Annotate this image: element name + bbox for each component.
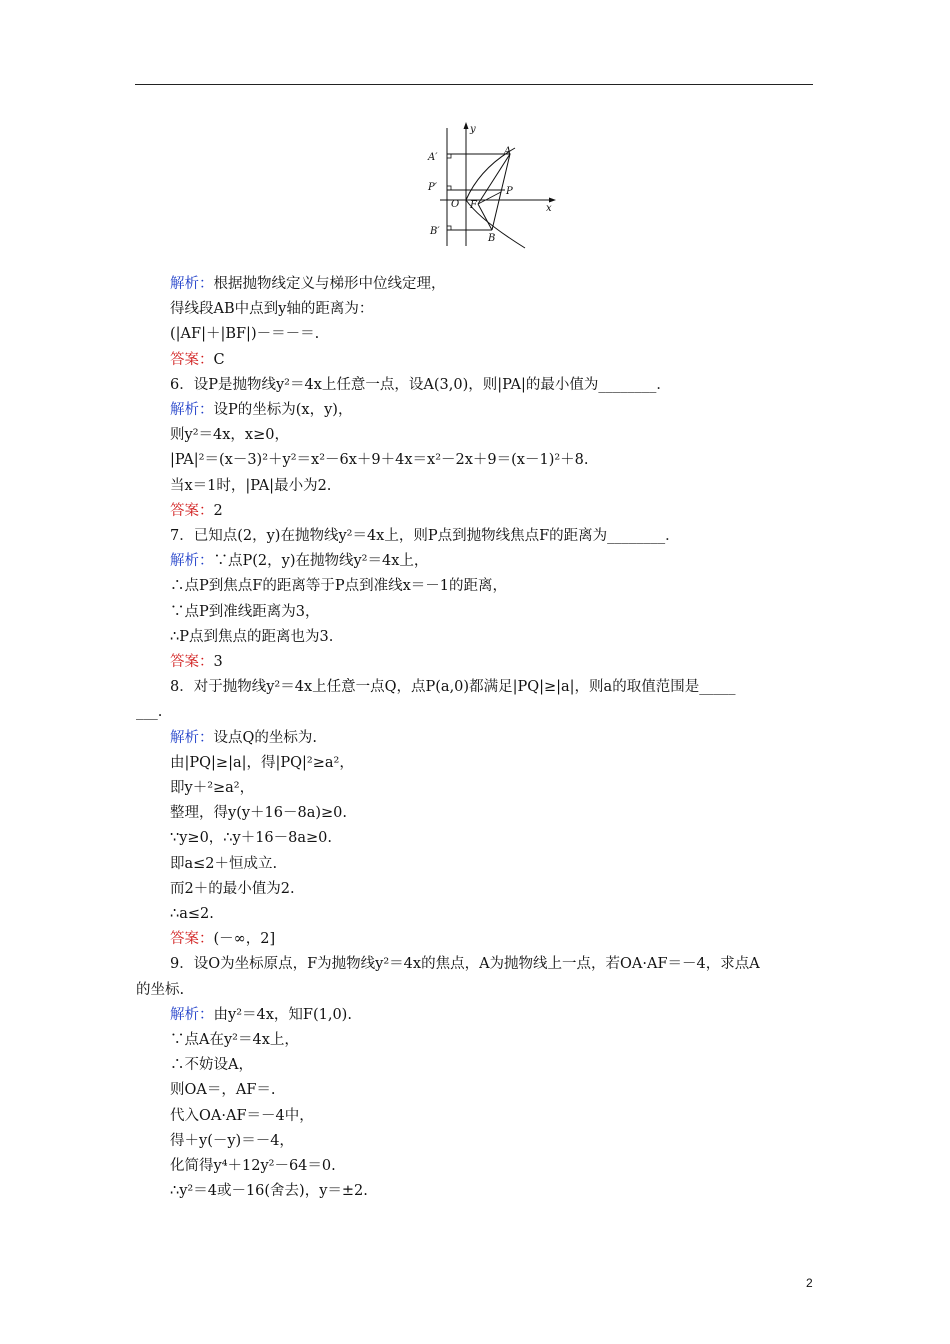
line-text: ∴点P到焦点F的距离等于P点到准线x＝－1的距离， xyxy=(170,578,507,595)
text-line xyxy=(170,929,275,949)
right-angle-a xyxy=(447,154,451,158)
text-line xyxy=(170,1055,253,1075)
label-o: O xyxy=(451,199,460,210)
text-line xyxy=(170,602,319,622)
line-text: 代入OA·AF＝－4中， xyxy=(170,1107,314,1124)
line-text: ∴a≤2. xyxy=(170,906,214,922)
line-text: 当x＝1时，|PA|最小为2. xyxy=(170,477,332,494)
text-line xyxy=(170,1005,352,1025)
text-line xyxy=(170,274,446,294)
line-text: 6．设P是抛物线y²＝4x上任意一点，设A(3,0)，则|PA|的最小值为________． xyxy=(170,376,671,393)
answer-label: 答案： xyxy=(170,931,214,948)
line-text: 设点Q的坐标为. xyxy=(213,729,317,746)
parabola-figure xyxy=(420,118,560,250)
answer-label: 答案： xyxy=(170,351,214,368)
line-text: (－∞，2] xyxy=(213,931,276,948)
line-text: ∴P点到焦点的距离也为3. xyxy=(170,628,334,645)
line-text: 即y＋²≥a²， xyxy=(170,780,255,796)
text-line xyxy=(170,1181,368,1201)
line-text: ∴不妨设A， xyxy=(170,1057,253,1074)
text-line xyxy=(170,879,295,899)
text-line xyxy=(170,627,333,647)
line-text: 3 xyxy=(213,654,223,670)
analysis-label: 解析： xyxy=(170,1006,214,1023)
text-line xyxy=(170,1030,299,1050)
line-text: 得＋y(－y)＝－4， xyxy=(170,1132,294,1149)
parabola-curve xyxy=(466,148,525,248)
text-line xyxy=(170,476,331,496)
line-text: 即a≤2＋恒成立. xyxy=(170,855,278,872)
text-line xyxy=(170,551,428,571)
answer-label: 答案： xyxy=(170,654,214,670)
text-line xyxy=(170,1131,294,1151)
text-line xyxy=(170,576,507,596)
text-line xyxy=(170,375,671,395)
segment-fb xyxy=(478,204,492,230)
line-text: |PA|²＝(x－3)²＋y²＝x²－6x＋9＋4x＝x²－2x＋9＝(x－1)²＋8. xyxy=(170,452,589,469)
x-axis-arrow xyxy=(549,198,556,203)
line-text: (|AF|＋|BF|)－＝－＝. xyxy=(170,326,320,343)
line-text: 由y²＝4x，知F(1,0). xyxy=(213,1006,352,1023)
text-line xyxy=(170,299,373,319)
label-f: F xyxy=(470,200,477,211)
text-line xyxy=(170,778,254,798)
line-text: ∵点P到准线距离为3， xyxy=(170,603,320,620)
line-text: C xyxy=(213,351,225,368)
analysis-label: 解析： xyxy=(170,553,214,570)
text-line xyxy=(170,652,223,672)
line-text: ___. xyxy=(136,704,163,721)
line-text: 得线段AB中点到y轴的距离为： xyxy=(170,301,374,318)
label-p-prime: P′ xyxy=(428,182,437,193)
text-line xyxy=(136,702,162,722)
analysis-label: 解析： xyxy=(170,729,214,746)
header-rule xyxy=(135,84,813,85)
text-line xyxy=(170,904,214,924)
label-x: x xyxy=(546,203,552,214)
right-angle-b xyxy=(447,226,451,230)
line-text: ∵点A在y²＝4x上， xyxy=(170,1032,299,1048)
line-text: 整理，得y(y＋16－8a)≥0. xyxy=(170,805,348,822)
label-a-prime: A′ xyxy=(428,152,438,163)
line-text: 化简得y⁴＋12y²－64＝0. xyxy=(170,1158,336,1174)
y-axis-arrow xyxy=(464,122,469,129)
text-line xyxy=(170,1156,336,1176)
label-p: P xyxy=(506,186,513,197)
text-line xyxy=(170,450,589,470)
text-line xyxy=(170,350,225,370)
label-y: y xyxy=(470,124,476,135)
line-text: ∵y≥0，∴y＋16－8a≥0. xyxy=(170,830,333,847)
line-text: 而2＋的最小值为2. xyxy=(170,880,295,897)
text-line xyxy=(170,324,319,344)
text-line xyxy=(170,400,352,420)
text-line xyxy=(170,501,223,521)
label-b: B xyxy=(488,233,496,244)
line-text: 7．已知点(2，y)在抛物线y²＝4x上，则P点到抛物线焦点F的距离为________． xyxy=(170,528,680,544)
page-number: 2 xyxy=(806,1276,813,1290)
line-text: 则OA＝，AF＝. xyxy=(170,1082,276,1099)
text-line xyxy=(170,828,332,848)
line-text: 则y²＝4x，x≥0， xyxy=(170,427,289,444)
line-text: 8．对于抛物线y²＝4x上任意一点Q，点P(a,0)都满足|PQ|≥|a|，则a的取值范围是_____ xyxy=(170,679,736,696)
line-text: ∵点P(2，y)在抛物线y²＝4x上， xyxy=(213,553,429,570)
answer-label: 答案： xyxy=(170,502,214,519)
line-text: 9．设O为坐标原点，F为抛物线y²＝4x的焦点，A为抛物线上一点，若OA·AF＝－4，求点A xyxy=(170,956,760,973)
label-a: A xyxy=(504,146,512,157)
right-angle-p xyxy=(447,186,451,190)
text-line xyxy=(136,980,184,1000)
text-line xyxy=(170,854,277,874)
text-line xyxy=(170,526,680,546)
analysis-label: 解析： xyxy=(170,276,214,292)
line-text: 由|PQ|≥|a|，得|PQ|²≥a²， xyxy=(170,754,354,771)
label-b-prime: B′ xyxy=(430,226,440,237)
text-line xyxy=(170,677,735,697)
analysis-label: 解析： xyxy=(170,402,214,418)
text-line xyxy=(170,1080,276,1100)
text-line xyxy=(170,954,760,974)
line-text: 设P的坐标为(x，y)， xyxy=(213,402,353,418)
line-text: 根据抛物线定义与梯形中位线定理， xyxy=(213,276,446,292)
text-line xyxy=(170,753,354,773)
line-text: 2 xyxy=(213,502,223,519)
text-line xyxy=(170,1106,314,1126)
line-text: 的坐标. xyxy=(136,981,185,998)
text-line xyxy=(170,803,347,823)
text-line xyxy=(170,425,289,445)
text-line xyxy=(170,728,317,748)
line-text: ∴y²＝4或－16(舍去)，y＝±2. xyxy=(170,1183,368,1200)
